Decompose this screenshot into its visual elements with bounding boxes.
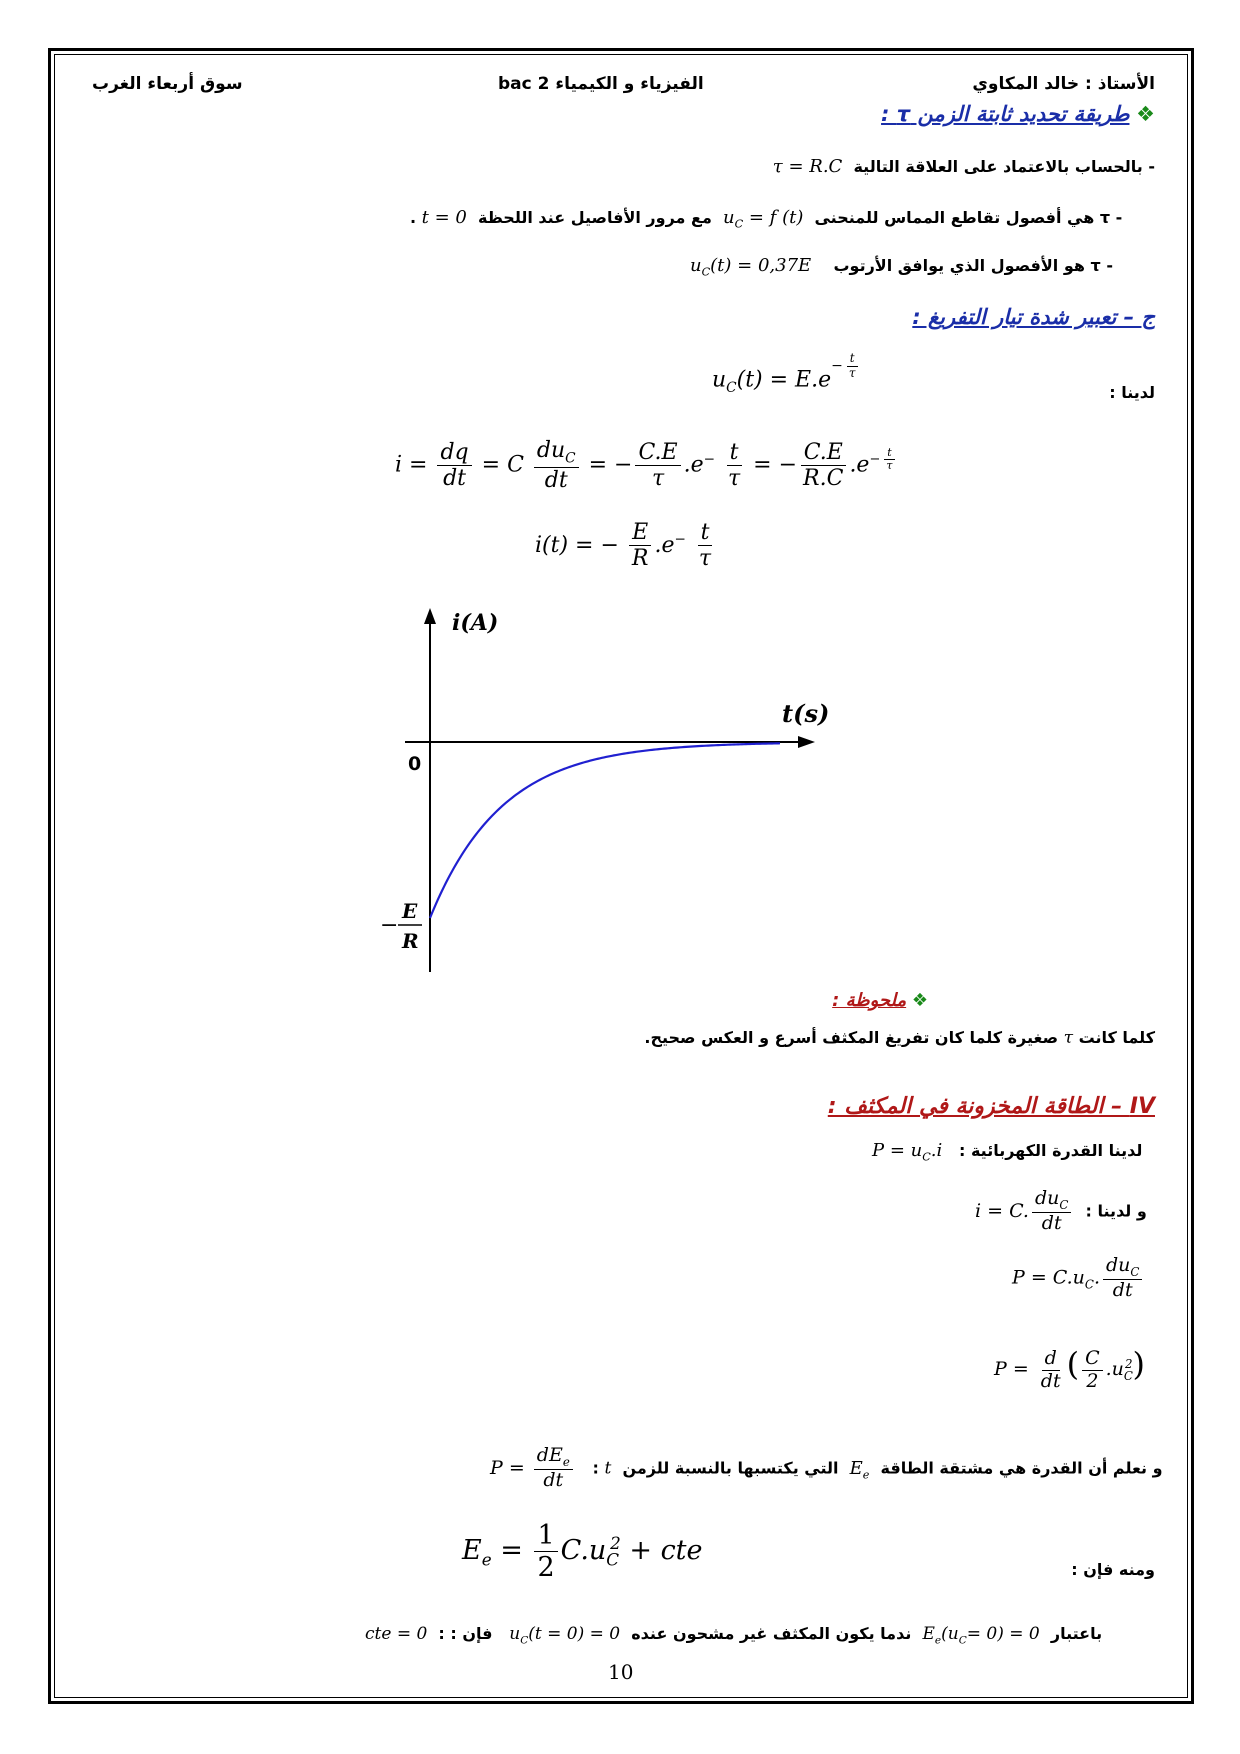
power-eq-3: P = $\frac{d}{dt}$ ( $\frac{C}{2}$ $.u_C^2$)	[994, 1345, 1145, 1392]
note-text-b: صغيرة كلما كان تفريغ المكثف أسرع و العكس صحيح.	[644, 1028, 1059, 1047]
cond-b: = 0) = 0	[966, 1624, 1040, 1644]
p-eq-b: .i	[930, 1140, 943, 1161]
uc-037e: (t) = 0,37E	[710, 255, 812, 276]
current-curve	[430, 743, 780, 918]
period: .	[410, 208, 417, 227]
p-eq2: P = C.u	[1012, 1266, 1085, 1289]
current-derivation: i = $\frac{dq}{dt}$ = C $\frac{du_C}{dt}$ = − $\frac{C.E}{\tau}$ .e− $\frac{t}{\tau}$ = − $\frac{C.E}{R.C}$ $.e^{- \frac{t}{\tau}}$	[395, 438, 898, 493]
d-num: d	[1042, 1348, 1060, 1371]
deriv-text-a: و نعلم أن القدرة هي مشتقة الطاقة	[880, 1458, 1163, 1478]
u-c2: .u	[1105, 1358, 1124, 1380]
we-have-label: لدينا :	[1109, 383, 1155, 402]
cond-a: (u	[941, 1624, 959, 1644]
note-line1	[644, 1028, 1155, 1048]
power-line: $P = u_C.i$ لدينا القدرة الكهربائية :	[872, 1140, 1143, 1164]
note-heading	[832, 990, 928, 1011]
tau-method-3: $u_C(t) = 0,37E$ - τ هو الأفصول الذي يوافق الأرتوب	[690, 255, 1113, 279]
r-den: R	[631, 546, 649, 572]
e-dot: .e	[683, 452, 704, 478]
tau-method-2-text-a: - τ هي أفصول تقاطع المماس للمنحنى	[814, 208, 1123, 227]
page-number: 10	[608, 1660, 634, 1684]
note-title: ملحوظة :	[832, 990, 907, 1011]
de: dE	[536, 1444, 563, 1466]
neg-sign: −	[380, 913, 399, 938]
energy-eq-a: =	[500, 1535, 523, 1567]
energy-eq-b: C.u	[560, 1535, 607, 1567]
note-tau: τ	[1063, 1028, 1074, 1048]
e-num: E	[629, 520, 651, 546]
neg-r: R	[402, 929, 419, 953]
tau-formula: τ = R.C	[772, 156, 843, 177]
tau-method-1	[773, 156, 1155, 177]
y-axis-arrow-icon	[424, 608, 436, 624]
power-eq-2: $P = C.u_C$. $\frac{du_C}{dt}$	[1012, 1255, 1145, 1302]
current-section-title: ج – تعبير شدة تيار التفريغ :	[912, 305, 1155, 329]
energy-section-title: IV – الطاقة المخزونة في المكثف :	[827, 1094, 1155, 1119]
tau-method-2-text-b: مع مرور الأفاصيل عند اللحظة	[478, 208, 712, 227]
i-label: i =	[395, 452, 428, 478]
t-zero-math: t = 0	[421, 207, 467, 228]
du: du	[536, 438, 566, 463]
f-of-t: = f (t)	[748, 207, 804, 228]
then-text: فإن :	[450, 1624, 493, 1643]
t-symbol: t	[604, 1458, 612, 1479]
cond-c: (t = 0) = 0	[528, 1624, 621, 1644]
i-text: و لدينا :	[1085, 1201, 1147, 1221]
y-axis-label: i(A)	[452, 610, 499, 636]
origin-label: 0	[408, 753, 422, 775]
c-symbol: C	[507, 452, 524, 478]
power-text: لدينا القدرة الكهربائية :	[958, 1141, 1143, 1160]
tau-method-3-text: - τ هو الأفصول الذي يوافق الأرتوب	[833, 256, 1113, 275]
tau-method-1-text: - بالحساب بالاعتماد على العلاقة التالية	[853, 157, 1155, 176]
deriv-text-b: التي يكتسبها بالنسبة للزمن	[622, 1458, 839, 1478]
i-eq: i = C.	[975, 1199, 1029, 1222]
consider-text: باعتبار	[1050, 1624, 1103, 1643]
i-line: i = C. $\frac{du_C}{dt}$ و لدينا :	[975, 1187, 1147, 1235]
derivative-line: P = $\frac{dE_e}{dt}$ : t التي يكتسبها بالنسبة للزمن $E_e$ و نعلم أن القدرة هي مشتقة الطاقة	[490, 1444, 1163, 1492]
p-eq3: P =	[994, 1358, 1029, 1380]
header-subject: الفيزياء و الكيمياء 2 bac	[498, 74, 704, 94]
uc-eq-body: (t) = E.e	[736, 367, 832, 393]
diamond-bullet-icon: ❖	[1136, 102, 1155, 126]
one-num: 1	[534, 1520, 557, 1552]
uc-equation: $u_C(t) = E.e^{- \frac{t}{\tau}}$	[712, 360, 861, 396]
ce: C.E	[635, 440, 680, 466]
x-axis-label: t(s)	[782, 699, 830, 728]
cte-eq: cte = 0	[365, 1624, 428, 1644]
dq: dq	[437, 440, 471, 466]
dt: dt	[443, 466, 467, 492]
header-school: سوق أربعاء الغرب	[92, 74, 243, 94]
colon-2: :	[438, 1624, 445, 1643]
diamond-bullet-icon-2: ❖	[911, 990, 928, 1011]
ee-symbol: E	[849, 1457, 863, 1479]
x-axis-arrow-icon	[798, 736, 815, 748]
colon: :	[592, 1458, 599, 1478]
energy-equation: $E_e$ = $\frac{1}{2}$ $C.u_C^2$ + cte	[462, 1520, 703, 1584]
rc-den: R.C	[803, 466, 844, 492]
uc-symbol: u	[723, 207, 735, 228]
hence-label: ومنه فإن :	[1071, 1560, 1155, 1579]
exp-den: τ	[848, 365, 856, 380]
tau-section-title: طريقة تحديد ثابتة الزمن τ :	[881, 102, 1130, 126]
when-text: ندما يكون المكثف غير مشحون عنده	[631, 1624, 912, 1643]
p-eq: P = u	[872, 1140, 923, 1161]
two-den: 2	[1086, 1369, 1099, 1392]
exp-num: t	[847, 352, 858, 367]
condition-line: cte = 0 : فإن : $u_C(t = 0) = 0$ ندما يكون المكثف غير مشحون عنده $E_e(u_C= 0) = 0$ باعتبار	[365, 1624, 1103, 1647]
header-teacher: الأستاذ : خالد المكاوي	[972, 74, 1155, 94]
tau-method-2: . t = 0 مع مرور الأفاصيل عند اللحظة $u_C = f$ (t) - τ هي أفصول تقاطع المماس للمنحنى	[410, 207, 1123, 231]
tau-den: τ	[651, 466, 665, 492]
discharge-current-graph	[360, 600, 840, 980]
current-result: i(t) = − $\frac{E}{R}$ .e− $\frac{t}{\tau}$	[535, 520, 712, 572]
energy-eq-c: + cte	[629, 1535, 703, 1567]
i-of-t: i(t) = −	[535, 532, 619, 558]
note-text-a: كلما كانت	[1078, 1028, 1155, 1047]
t-num: t	[727, 440, 742, 466]
tau-section-heading	[881, 102, 1155, 126]
neg-e: E	[402, 899, 418, 923]
